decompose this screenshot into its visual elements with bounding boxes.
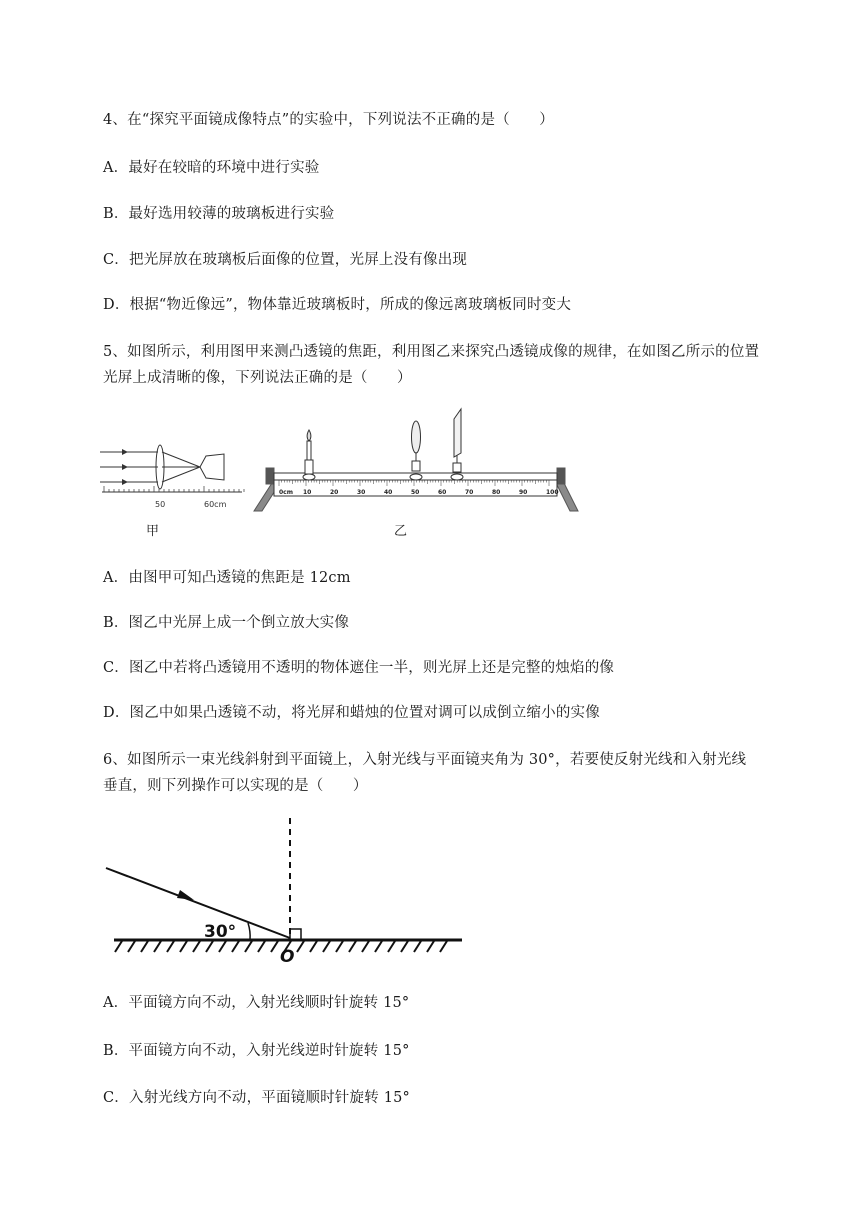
q6-option-c: C．入射光线方向不动，平面镜顺时针旋转 15° xyxy=(103,1090,411,1106)
mirror-hatch xyxy=(141,941,148,952)
ray-arrow xyxy=(177,890,194,900)
incident-ray xyxy=(106,868,290,938)
point-o-label: O xyxy=(280,947,295,967)
q6-option-b: B．平面镜方向不动，入射光线逆时针旋转 15° xyxy=(103,1043,410,1059)
ruler-label: 100 xyxy=(546,489,559,496)
q4-stem: 4、在“探究平面镜成像特点”的实验中，下列说法不正确的是（ ） xyxy=(103,112,554,128)
light-screen xyxy=(451,409,463,480)
jia-tick-label-50: 50 xyxy=(155,500,166,509)
mirror-hatch xyxy=(336,941,343,952)
ruler-label: 30 xyxy=(357,489,366,496)
jia-tick-label-60cm: 60cm xyxy=(204,500,227,509)
ruler-label: 60 xyxy=(438,489,447,496)
mirror-hatch xyxy=(154,941,161,952)
mirror-hatch xyxy=(297,941,304,952)
mirror-hatch xyxy=(388,941,395,952)
mirror-hatch xyxy=(180,941,187,952)
caption-yi: 乙 xyxy=(394,524,408,539)
ruler-label: 80 xyxy=(492,489,501,496)
ruler-label: 10 xyxy=(303,489,312,496)
mirror-hatch xyxy=(349,941,356,952)
q5-option-b: B．图乙中光屏上成一个倒立放大实像 xyxy=(103,615,350,631)
candle xyxy=(303,430,315,480)
q6-option-a: A．平面镜方向不动，入射光线顺时针旋转 15° xyxy=(103,995,410,1011)
mirror-hatch xyxy=(193,941,200,952)
q6-stem-line1: 6、如图所示一束光线斜射到平面镜上，入射光线与平面镜夹角为 30°，若要使反射光线和入射光线 xyxy=(103,752,747,768)
q5-stem-line2: 光屏上成清晰的像，下列说法正确的是（ ） xyxy=(103,370,412,386)
mirror-hatch xyxy=(258,941,265,952)
mirror-hatch xyxy=(232,941,239,952)
figure-jia xyxy=(100,440,245,515)
mirror-hatch xyxy=(375,941,382,952)
mirror-hatch xyxy=(167,941,174,952)
ruler-label: 90 xyxy=(519,489,528,496)
q5-stem-line1: 5、如图所示，利用图甲来测凸透镜的焦距，利用图乙来探究凸透镜成像的规律，在如图乙所示的位置 xyxy=(103,344,760,360)
mirror-hatch xyxy=(115,941,122,952)
mirror-hatch xyxy=(271,941,278,952)
ruler-label: 20 xyxy=(330,489,339,496)
mirror-hatch xyxy=(401,941,408,952)
figure-yi xyxy=(252,405,582,515)
q4-option-b: B．最好选用较薄的玻璃板进行实验 xyxy=(103,206,335,222)
q4-option-d: D．根据“物近像远”，物体靠近玻璃板时，所成的像远离玻璃板同时变大 xyxy=(103,297,572,313)
ruler-label: 40 xyxy=(384,489,393,496)
angle-label: 30° xyxy=(204,922,237,942)
figure-mirror xyxy=(100,810,470,970)
q4-option-c: C．把光屏放在玻璃板后面像的位置，光屏上没有像出现 xyxy=(103,252,468,268)
q4-option-a: A．最好在较暗的环境中进行实验 xyxy=(103,160,320,176)
q5-option-c: C．图乙中若将凸透镜用不透明的物体遮住一半，则光屏上还是完整的烛焰的像 xyxy=(103,660,615,676)
mirror-hatch xyxy=(440,941,447,952)
mirror-hatch xyxy=(245,941,252,952)
mirror-hatch xyxy=(414,941,421,952)
mirror-hatch xyxy=(323,941,330,952)
mirror-hatch xyxy=(310,941,317,952)
q5-option-a: A．由图甲可知凸透镜的焦距是 12cm xyxy=(103,570,351,586)
mirror-hatch xyxy=(206,941,213,952)
mirror-hatch xyxy=(362,941,369,952)
mirror-hatch xyxy=(219,941,226,952)
convex-lens xyxy=(410,421,422,480)
right-angle-marker xyxy=(290,929,301,940)
mirror-hatch xyxy=(427,941,434,952)
q5-option-d: D．图乙中如果凸透镜不动，将光屏和蜡烛的位置对调可以成倒立缩小的实像 xyxy=(103,705,600,721)
ruler-label: 0cm xyxy=(279,489,293,496)
caption-jia: 甲 xyxy=(146,524,160,539)
ruler-label: 70 xyxy=(465,489,474,496)
mirror-hatch xyxy=(128,941,135,952)
ruler-label: 50 xyxy=(411,489,420,496)
q6-stem-line2: 垂直，则下列操作可以实现的是（ ） xyxy=(103,778,368,794)
angle-arc xyxy=(248,923,250,940)
